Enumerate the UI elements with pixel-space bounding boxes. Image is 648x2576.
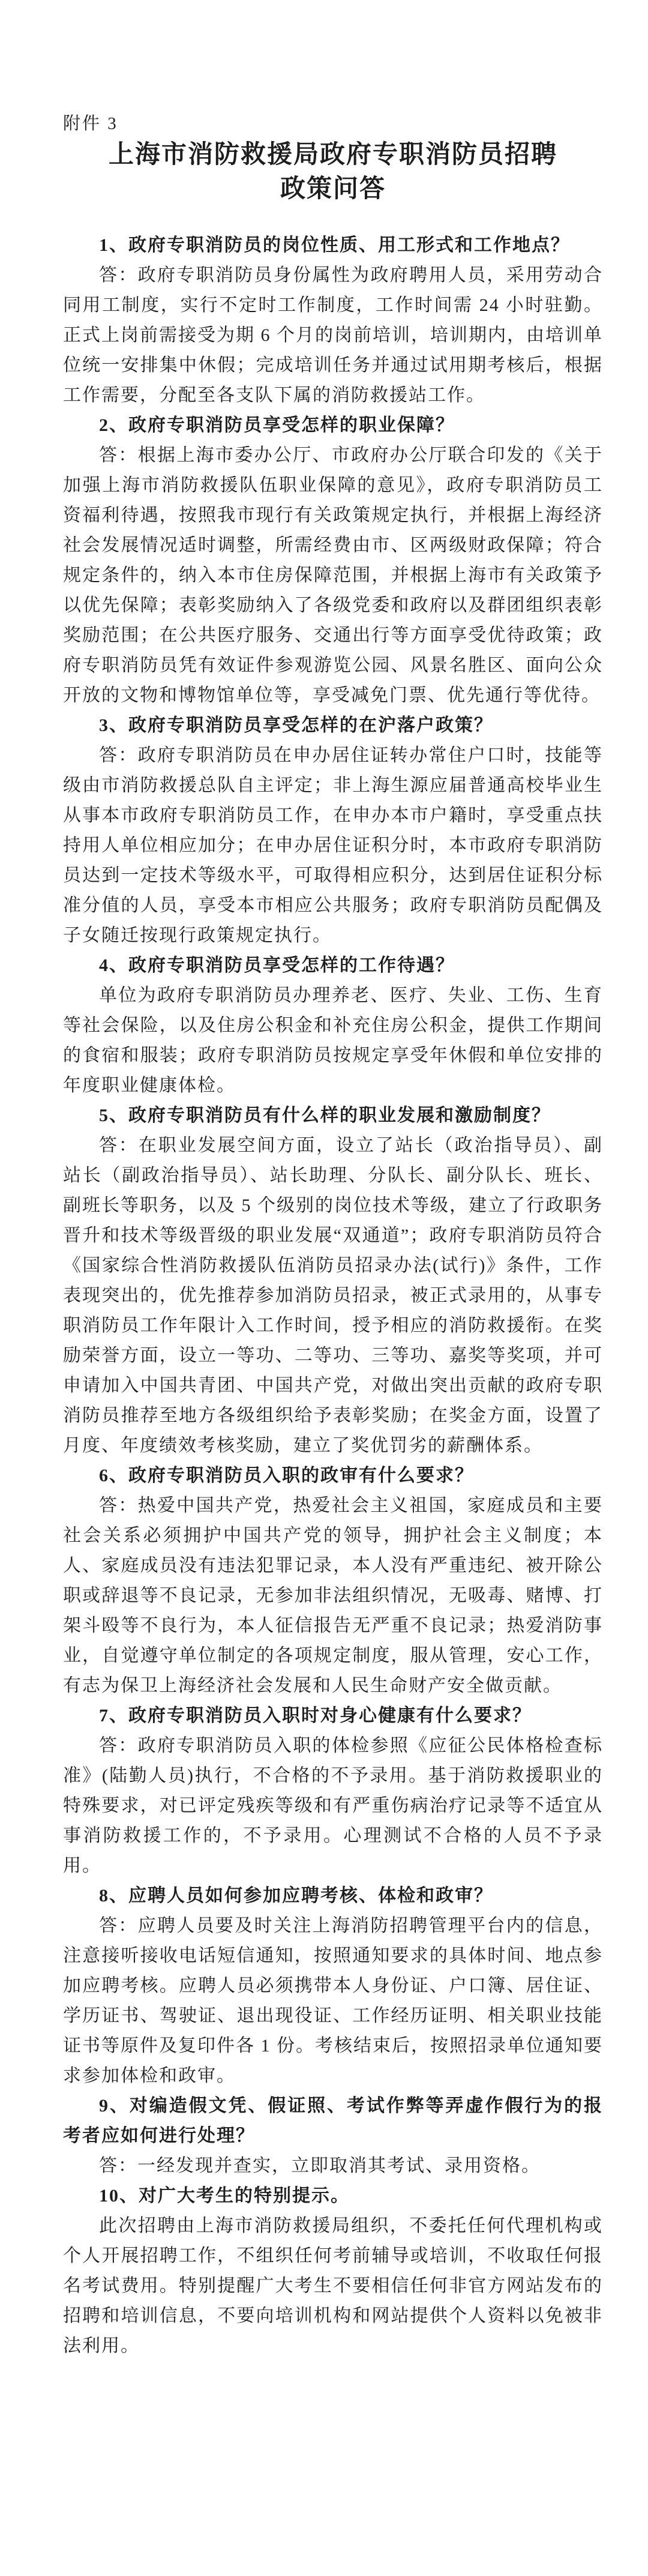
- qa-item: [63, 951, 603, 1101]
- qa-answer: 答：热爱中国共产党，热爱社会主义祖国，家庭成员和主要社会关系必须拥护中国共产党的领导，拥护社会主义制度；本人、家庭成员没有违法犯罪记录，本人没有严重违纪、被开除公职或辞退等不良记录，无参加非法组织情况，无吸毒、赌博、打架斗殴等不良行为，本人征信报告无严重不良记录；热爱消防事业，自觉遵守单位制定的各项规定制度，服从管理，安心工作，有志为保卫上海经济社会发展和人民生命财产安全做贡献。: [63, 1496, 603, 1696]
- qa-answer: 答：一经发现并查实，立即取消其考试、录用资格。: [99, 2156, 541, 2176]
- qa-answer: 答：应聘人员要及时关注上海消防招聘管理平台内的信息，注意接听接收电话短信通知，按照通知要求的具体时间、地点参加应聘考核。应聘人员必须携带本人身份证、户口簿、居住证、学历证书、驾驶证、退出现役证、工作经历证明、相关职业技能证书等原件及复印件各 1 份。考核结束后，按照招录单位通知要求参加体检和政审。: [63, 1916, 603, 2086]
- qa-question: 10、对广大考生的特别提示。: [99, 2186, 350, 2206]
- qa-answer: 单位为政府专职消防员办理养老、医疗、失业、工伤、生育等社会保险，以及住房公积金和补充住房公积金，提供工作期间的食宿和服装；政府专职消防员按规定享受年休假和单位安排的年度职业健康体检。: [63, 986, 603, 1095]
- qa-question: 5、政府专职消防员有什么样的职业发展和激励制度？: [99, 1106, 551, 1125]
- qa-question: 7、政府专职消防员入职时对身心健康有什么要求？: [99, 1706, 532, 1726]
- title-line-2: 政策问答: [280, 175, 386, 203]
- qa-item: [63, 2181, 603, 2361]
- qa-question: 4、政府专职消防员享受怎样的工作待遇？: [99, 955, 455, 975]
- qa-item: [63, 1701, 603, 1881]
- qa-question: 3、政府专职消防员享受怎样的在沪落户政策？: [99, 715, 493, 735]
- qa-item: [63, 2091, 603, 2181]
- qa-item: [63, 230, 603, 411]
- attachment-label: 附件 3: [63, 114, 118, 133]
- qa-question: 1、政府专职消防员的岗位性质、用工形式和工作地点？: [99, 235, 570, 255]
- qa-item: [63, 711, 603, 951]
- qa-question: 8、应聘人员如何参加应聘考核、体检和政审？: [99, 1886, 493, 1906]
- qa-question: 6、政府专职消防员入职的政审有什么要求？: [99, 1466, 474, 1485]
- qa-answer: 答：根据上海市委办公厅、市政府办公厅联合印发的《关于加强上海市消防救援队伍职业保障的意见》，政府专职消防员工资福利待遇，按照我市现行有关政策规定执行，并根据上海经济社会发展情况适时调整，所需经费由市、区两级财政保障；符合规定条件的，纳入本市住房保障范围，并根据上海市有关政策予以优先保障；表彰奖励纳入了各级党委和政府以及群团组织表彰奖励范围；在公共医疗服务、交通出行等方面享受优待政策；政府专职消防员凭有效证件参观游览公园、风景名胜区、面向公众开放的文物和博物馆单位等，享受减免门票、优先通行等优待。: [63, 445, 603, 705]
- qa-question: 9、对编造假文凭、假证照、考试作弊等弄虚作假行为的报考者应如何进行处理？: [63, 2096, 603, 2146]
- qa-item: [63, 1461, 603, 1701]
- qa-answer: 此次招聘由上海市消防救援局组织，不委托任何代理机构或个人开展招聘工作，不组织任何考前辅导或培训，不收取任何报名考试费用。特别提醒广大考生不要相信任何非官方网站发布的招聘和培训信息，不要向培训机构和网站提供个人资料以免被非法利用。: [63, 2216, 603, 2356]
- document-title: [63, 138, 603, 206]
- qa-answer: 答：政府专职消防员入职的体检参照《应征公民体格检查标准》(陆勤人员)执行，不合格的不予录用。基于消防救援职业的特殊要求，对已评定残疾等级和有严重伤病治疗记录等不适宜从事消防救援工作的，不予录用。心理测试不合格的人员不予录用。: [63, 1736, 603, 1876]
- qa-item: [63, 1101, 603, 1461]
- qa-item: [63, 411, 603, 711]
- qa-answer: 答：政府专职消防员在申办居住证转办常住户口时，技能等级由市消防救援总队自主评定；非上海生源应届普通高校毕业生从事本市政府专职消防员工作，在申办本市户籍时，享受重点扶持用人单位相应加分；在申办居住证积分时，本市政府专职消防员达到一定技术等级水平，可取得相应积分，达到居住证积分标准分值的人员，享受本市相应公共服务；政府专职消防员配偶及子女随迁按现行政策规定执行。: [63, 745, 603, 945]
- title-line-1: 上海市消防救援局政府专职消防员招聘: [108, 141, 557, 169]
- qa-list: [63, 230, 603, 2361]
- qa-question: 2、政府专职消防员享受怎样的职业保障？: [99, 415, 455, 435]
- qa-answer: 答：在职业发展空间方面，设立了站长（政治指导员）、副站长（副政治指导员）、站长助理、分队长、副分队长、班长、副班长等职务，以及 5 个级别的岗位技术等级，建立了行政职务晋升和技术等级晋级的职业发展“双通道”；政府专职消防员符合《国家综合性消防救援队伍消防员招录办法(试行)》条件，工作表现突出的，优先推荐参加消防员招录，被正式录用的，从事专职消防员工作年限计入工作时间，授予相应的消防救援衔。在奖励荣誉方面，设立一等功、二等功、三等功、嘉奖等奖项，并可申请加入中国共青团、中国共产党，对做出突出贡献的政府专职消防员推荐至地方各级组织给予表彰奖励；在奖金方面，设置了月度、年度绩效考核奖励，建立了奖优罚劣的薪酬体系。: [63, 1136, 603, 1455]
- qa-answer: 答：政府专职消防员身份属性为政府聘用人员，采用劳动合同用工制度，实行不定时工作制度，工作时间需 24 小时驻勤。正式上岗前需接受为期 6 个月的岗前培训，培训期内，由培训单位统一安排集中休假；完成培训任务并通过试用期考核后，根据工作需要，分配至各支队下属的消防救援站工作。: [63, 265, 603, 405]
- qa-item: [63, 1881, 603, 2091]
